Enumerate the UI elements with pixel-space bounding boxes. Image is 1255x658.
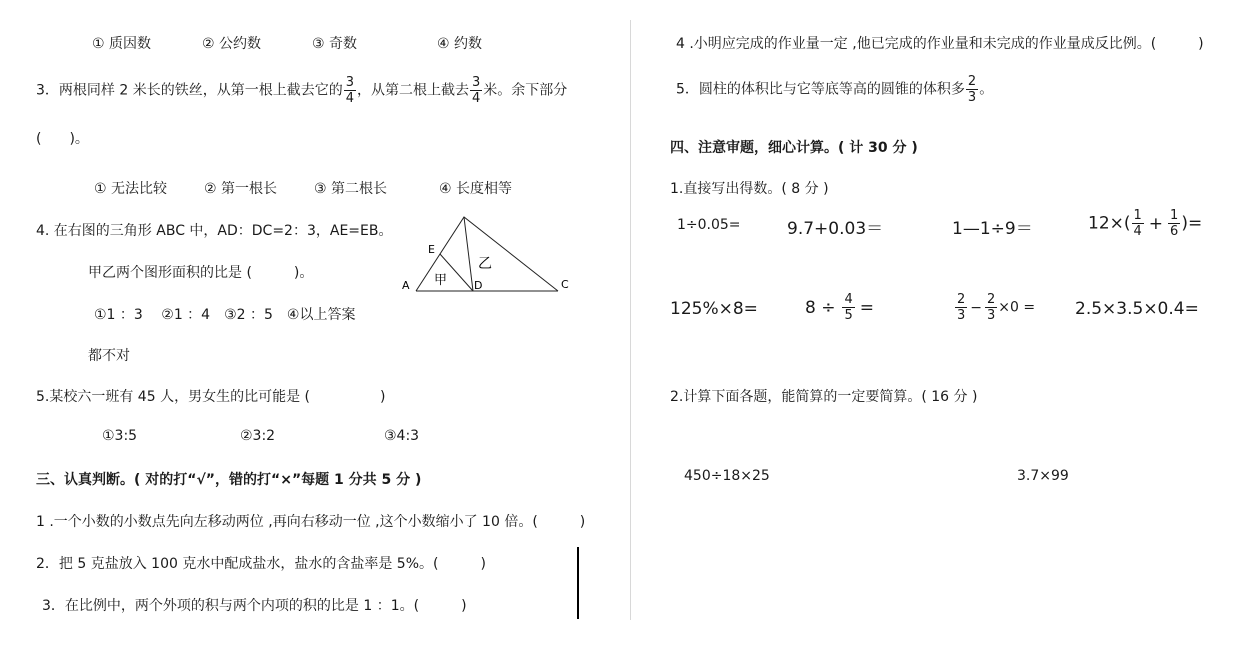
label-e: E: [428, 243, 435, 256]
fraction: [1132, 208, 1144, 239]
numerator: 4: [844, 292, 853, 307]
fraction: [344, 75, 356, 106]
calc-r1-c3: 1—1÷9＝: [952, 219, 1033, 239]
section4-title: 四、注意审题，细心计算。( 计 30 分 ): [670, 140, 918, 156]
fraction: [985, 292, 997, 323]
triangle-figure: [398, 212, 578, 302]
c2-suffix: =: [859, 297, 874, 318]
judge-item-4: 4 .小明应完成的作业量一定 ,他已完成的作业量和未完成的作业量成反比例。( ): [676, 36, 1204, 52]
q4-options: ①1 ：3 ②1 ：4 ③2 ：5 ④以上答案: [94, 307, 356, 323]
judge-item-5: [676, 74, 993, 105]
q3-option-2: ② 第一根长: [204, 181, 278, 197]
q3-question: [36, 75, 567, 106]
c3-minus: −: [970, 299, 983, 316]
label-d: D: [474, 279, 483, 292]
q5-option-1: ①3:5: [102, 428, 138, 444]
q2-option-1: ① 质因数: [92, 36, 152, 52]
denominator: 3: [987, 308, 996, 323]
denominator: 4: [1133, 224, 1142, 239]
q3-mid: ，从第二根上截去: [357, 82, 469, 99]
calc-problem-1: 450÷18×25: [684, 468, 770, 484]
calc-problem-2: 3.7×99: [1017, 468, 1069, 484]
judge-item-2: 2．把 5 克盐放入 100 克水中配成盐水，盐水的含盐率是 5%。( ): [36, 556, 486, 572]
c2-prefix: 8 ÷: [805, 297, 836, 318]
q3-prefix: 3．两根同样 2 米长的铁丝，从第一根上截去它的: [36, 82, 343, 99]
q2-option-3: ③ 奇数: [312, 36, 358, 52]
section3-title: 三、认真判断。( 对的打“√”，错的打“×”每题 1 分共 5 分 ): [36, 472, 422, 488]
c4-plus: +: [1148, 213, 1164, 234]
q4-question-2: 甲乙两个图形面积的比是 ( )。: [88, 265, 314, 281]
denominator: 5: [844, 308, 853, 323]
fraction: [842, 292, 854, 323]
denominator: 3: [957, 308, 966, 323]
q2-option-4: ④ 约数: [437, 36, 483, 52]
c4-prefix: 12×(: [1088, 213, 1131, 234]
calc-r1-c1: 1÷0.05=: [677, 217, 741, 233]
q3-suffix: 米。余下部分: [483, 82, 568, 99]
fraction: [966, 74, 978, 105]
judge-item-3: 3．在比例中，两个外项的积与两个内项的积的比是 1 ：1。( ): [42, 598, 467, 614]
q4-options-2: 都不对: [88, 348, 130, 364]
calc-r2-c2: [805, 292, 874, 323]
q3-option-3: ③ 第二根长: [314, 181, 388, 197]
numerator: 1: [1133, 208, 1142, 223]
segment-bd: [464, 217, 473, 291]
section4-sub1: 1.直接写出得数。( 8 分 ): [670, 181, 829, 197]
q3-option-1: ① 无法比较: [94, 181, 168, 197]
calc-r1-c2: 9.7+0.03＝: [787, 219, 884, 239]
label-a: A: [402, 279, 410, 292]
fraction: [470, 75, 482, 106]
j5-suffix: 。: [979, 81, 994, 98]
calc-r2-c3: [954, 292, 1035, 323]
denominator: 6: [1170, 224, 1179, 239]
denominator: 4: [345, 91, 354, 106]
margin-bar: [577, 547, 579, 619]
q4-question: 4. 在右图的三角形 ABC 中，AD：DC=2：3，AE=EB。: [36, 223, 393, 239]
q3-option-4: ④ 长度相等: [439, 181, 513, 197]
judge-item-1: 1 .一个小数的小数点先向左移动两位 ,再向右移动一位 ,这个小数缩小了 10 倍。( ): [36, 514, 586, 530]
numerator: 1: [1170, 208, 1179, 223]
numerator: 3: [345, 75, 354, 90]
j5-prefix: 5．圆柱的体积比与它等底等高的圆锥的体积多: [676, 81, 965, 98]
calc-r2-c4: 2.5×3.5×0.4=: [1075, 299, 1199, 319]
numerator: 2: [987, 292, 996, 307]
numerator: 2: [967, 74, 977, 89]
column-divider: [630, 20, 631, 620]
c3-suffix: ×0 =: [998, 299, 1036, 316]
calc-r1-c4: [1088, 208, 1202, 239]
label-jia: 甲: [434, 273, 448, 288]
denominator: 4: [472, 91, 481, 106]
q5-option-2: ②3:2: [240, 428, 276, 444]
label-c: C: [561, 278, 569, 291]
denominator: 3: [967, 90, 977, 105]
fraction: [955, 292, 967, 323]
numerator: 2: [957, 292, 966, 307]
q2-option-2: ② 公约数: [202, 36, 262, 52]
fraction: [1168, 208, 1180, 239]
c4-suffix: )=: [1181, 213, 1203, 234]
numerator: 3: [472, 75, 481, 90]
q5-option-3: ③4:3: [384, 428, 420, 444]
q5-question: 5.某校六一班有 45 人，男女生的比可能是 ( ): [36, 389, 386, 405]
q3-blank: ( )。: [36, 131, 89, 147]
calc-r2-c1: 125%×8=: [670, 299, 758, 319]
label-yi: 乙: [478, 256, 492, 272]
section4-sub2: 2.计算下面各题，能简算的一定要简算。( 16 分 ): [670, 389, 978, 405]
